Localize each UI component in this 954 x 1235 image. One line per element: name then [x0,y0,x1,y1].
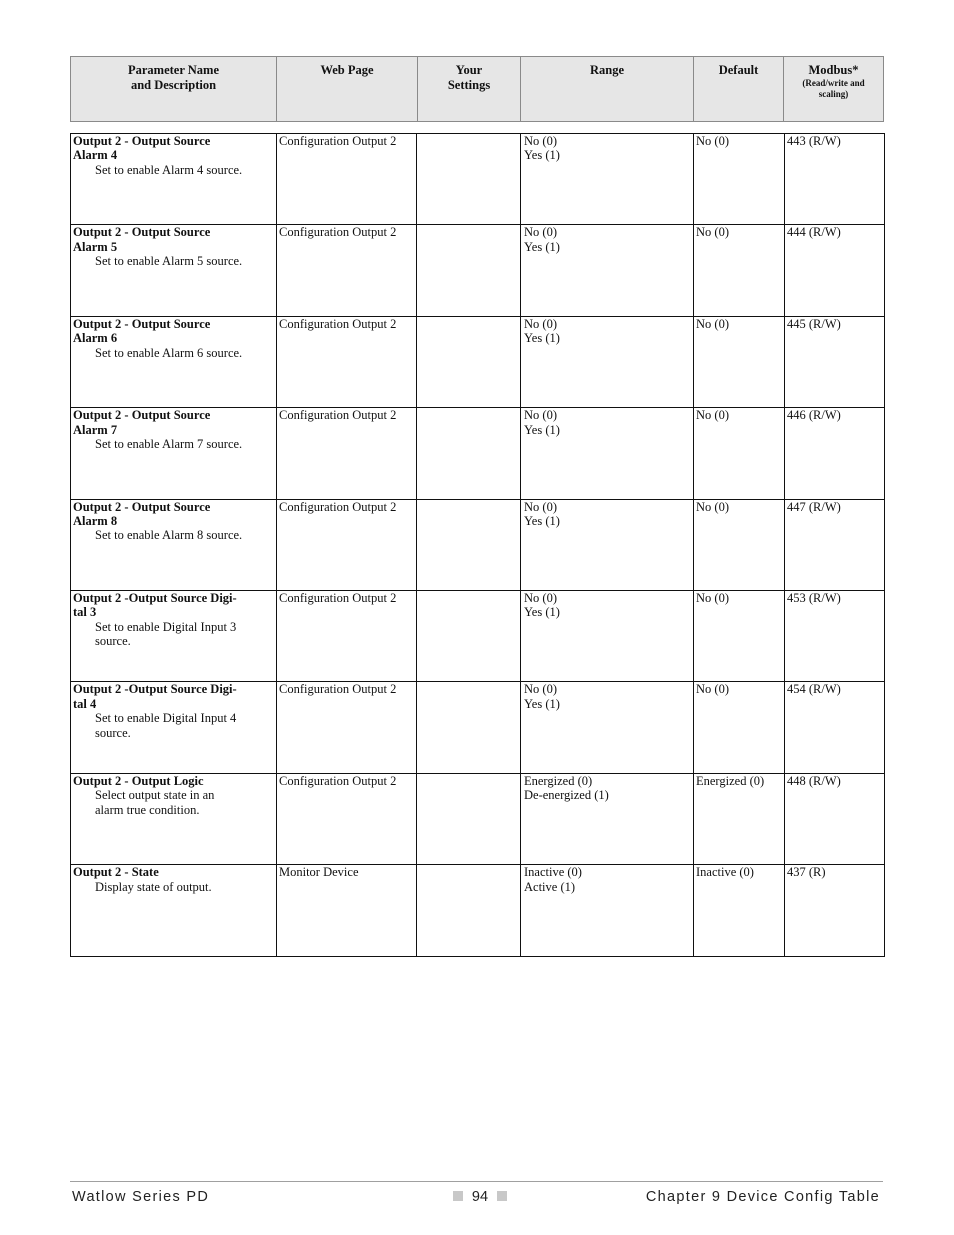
table-header [70,56,884,122]
range-cell [521,500,694,590]
parameter-description-cont: source. [95,725,131,740]
range-option: No (0) [524,225,557,240]
parameter-name: Output 2 - Output Logic [73,773,204,788]
default-cell: No (0) [694,408,785,498]
header-text: Modbus* [808,63,859,77]
default-cell: No (0) [694,225,785,315]
your-settings-cell [417,317,521,407]
parameter-name: Output 2 - Output Source [73,408,211,423]
table-row [71,774,885,865]
your-settings-cell [417,774,521,864]
default-cell: Inactive (0) [694,865,785,955]
parameter-name-cont: Alarm 8 [73,513,118,528]
parameter-name: Output 2 - Output Source [73,225,211,240]
page-number: 94 [471,1189,489,1205]
parameter-description: Set to enable Digital Input 4 [95,711,237,726]
default-cell: Energized (0) [694,774,785,864]
web-page-cell: Configuration Output 2 [277,408,417,498]
web-page-cell: Configuration Output 2 [277,317,417,407]
your-settings-cell [417,865,521,955]
parameter-description-cont: source. [95,634,131,649]
parameter-description: Set to enable Alarm 8 source. [95,528,243,543]
parameter-name: Output 2 -Output Source Digi- [73,682,237,697]
parameter-table [70,133,885,957]
your-settings-cell [417,500,521,590]
parameter-name: Output 2 - Output Source [73,499,211,514]
modbus-cell: 454 (R/W) [785,682,885,772]
web-page-cell: Monitor Device [277,865,417,955]
square-bullet-icon [497,1191,507,1201]
range-cell [521,134,694,224]
parameter-name-cont: tal 3 [73,605,97,620]
your-settings-cell [417,591,521,681]
parameter-description: Set to enable Alarm 5 source. [95,254,243,269]
parameter-description: Set to enable Digital Input 3 [95,619,237,634]
modbus-cell: 447 (R/W) [785,500,885,590]
table-row [71,225,885,316]
modbus-cell: 445 (R/W) [785,317,885,407]
default-cell: No (0) [694,682,785,772]
range-option: Yes (1) [524,422,560,437]
footer-divider [70,1181,883,1182]
header-text: Your [455,63,483,77]
range-cell [521,317,694,407]
table-row [71,591,885,682]
range-option: Inactive (0) [524,865,582,880]
parameter-description: Set to enable Alarm 7 source. [95,436,243,451]
default-cell: No (0) [694,591,785,681]
web-page-cell: Configuration Output 2 [277,134,417,224]
default-cell: No (0) [694,134,785,224]
parameter-cell [71,134,277,224]
header-default [694,57,784,121]
parameter-name-cont: tal 4 [73,696,97,711]
range-cell [521,774,694,864]
header-text: Settings [447,78,491,92]
parameter-description: Display state of output. [95,879,212,894]
parameter-cell [71,408,277,498]
range-cell [521,225,694,315]
header-your-settings [418,57,521,121]
default-cell: No (0) [694,317,785,407]
header-text: Parameter Name [127,63,220,77]
parameter-name-cont: Alarm 7 [73,422,118,437]
modbus-cell: 453 (R/W) [785,591,885,681]
parameter-cell [71,500,277,590]
modbus-cell: 437 (R) [785,865,885,955]
parameter-cell [71,225,277,315]
header-parameter-name [71,57,277,121]
parameter-name-cont: Alarm 6 [73,331,118,346]
range-option: Yes (1) [524,605,560,620]
table-row [71,134,885,225]
parameter-name-cont: Alarm 5 [73,239,118,254]
header-text: and Description [130,78,217,92]
range-cell [521,682,694,772]
parameter-name: Output 2 - Output Source [73,316,211,331]
range-cell [521,865,694,955]
table-row [71,682,885,773]
square-bullet-icon [453,1191,463,1201]
web-page-cell: Configuration Output 2 [277,225,417,315]
header-subtext: (Read/write and [802,78,865,88]
header-web-page [277,57,418,121]
modbus-cell: 443 (R/W) [785,134,885,224]
table-row [71,500,885,591]
parameter-cell [71,774,277,864]
parameter-description: Select output state in an [95,788,215,803]
your-settings-cell [417,225,521,315]
your-settings-cell [417,134,521,224]
range-option: No (0) [524,499,557,514]
table-row [71,408,885,499]
parameter-cell [71,865,277,955]
header-text: Web Page [320,63,374,77]
footer-product: Watlow Series PD [72,1189,210,1205]
parameter-name-cont: Alarm 4 [73,148,118,163]
range-option: De-energized (1) [524,788,609,803]
parameter-name: Output 2 - State [73,865,159,880]
default-cell: No (0) [694,500,785,590]
your-settings-cell [417,682,521,772]
parameter-description: Set to enable Alarm 4 source. [95,162,243,177]
range-option: Yes (1) [524,239,560,254]
header-range [521,57,694,121]
range-option: No (0) [524,408,557,423]
range-option: No (0) [524,134,557,148]
range-option: No (0) [524,682,557,697]
range-cell [521,408,694,498]
footer-page-number [450,1189,510,1205]
footer-chapter: Chapter 9 Device Config Table [645,1189,880,1205]
range-cell [521,591,694,681]
range-option: Active (1) [524,879,576,894]
parameter-description: Set to enable Alarm 6 source. [95,345,243,360]
web-page-cell: Configuration Output 2 [277,500,417,590]
range-option: No (0) [524,316,557,331]
range-option: Yes (1) [524,513,560,528]
parameter-name: Output 2 -Output Source Digi- [73,590,237,605]
parameter-cell [71,591,277,681]
modbus-cell: 446 (R/W) [785,408,885,498]
parameter-cell [71,317,277,407]
your-settings-cell [417,408,521,498]
range-option: Energized (0) [524,773,593,788]
modbus-cell: 448 (R/W) [785,774,885,864]
web-page-cell: Configuration Output 2 [277,682,417,772]
header-text: Range [589,63,625,77]
header-text: Default [718,63,759,77]
table-row [71,865,885,956]
range-option: Yes (1) [524,696,560,711]
parameter-cell [71,682,277,772]
parameter-description-cont: alarm true condition. [95,802,200,817]
range-option: Yes (1) [524,148,560,163]
table-row [71,317,885,408]
web-page-cell: Configuration Output 2 [277,774,417,864]
header-subtext: scaling) [818,89,849,99]
modbus-cell: 444 (R/W) [785,225,885,315]
header-modbus [784,57,883,121]
range-option: No (0) [524,590,557,605]
web-page-cell: Configuration Output 2 [277,591,417,681]
parameter-name: Output 2 - Output Source [73,134,211,148]
range-option: Yes (1) [524,331,560,346]
